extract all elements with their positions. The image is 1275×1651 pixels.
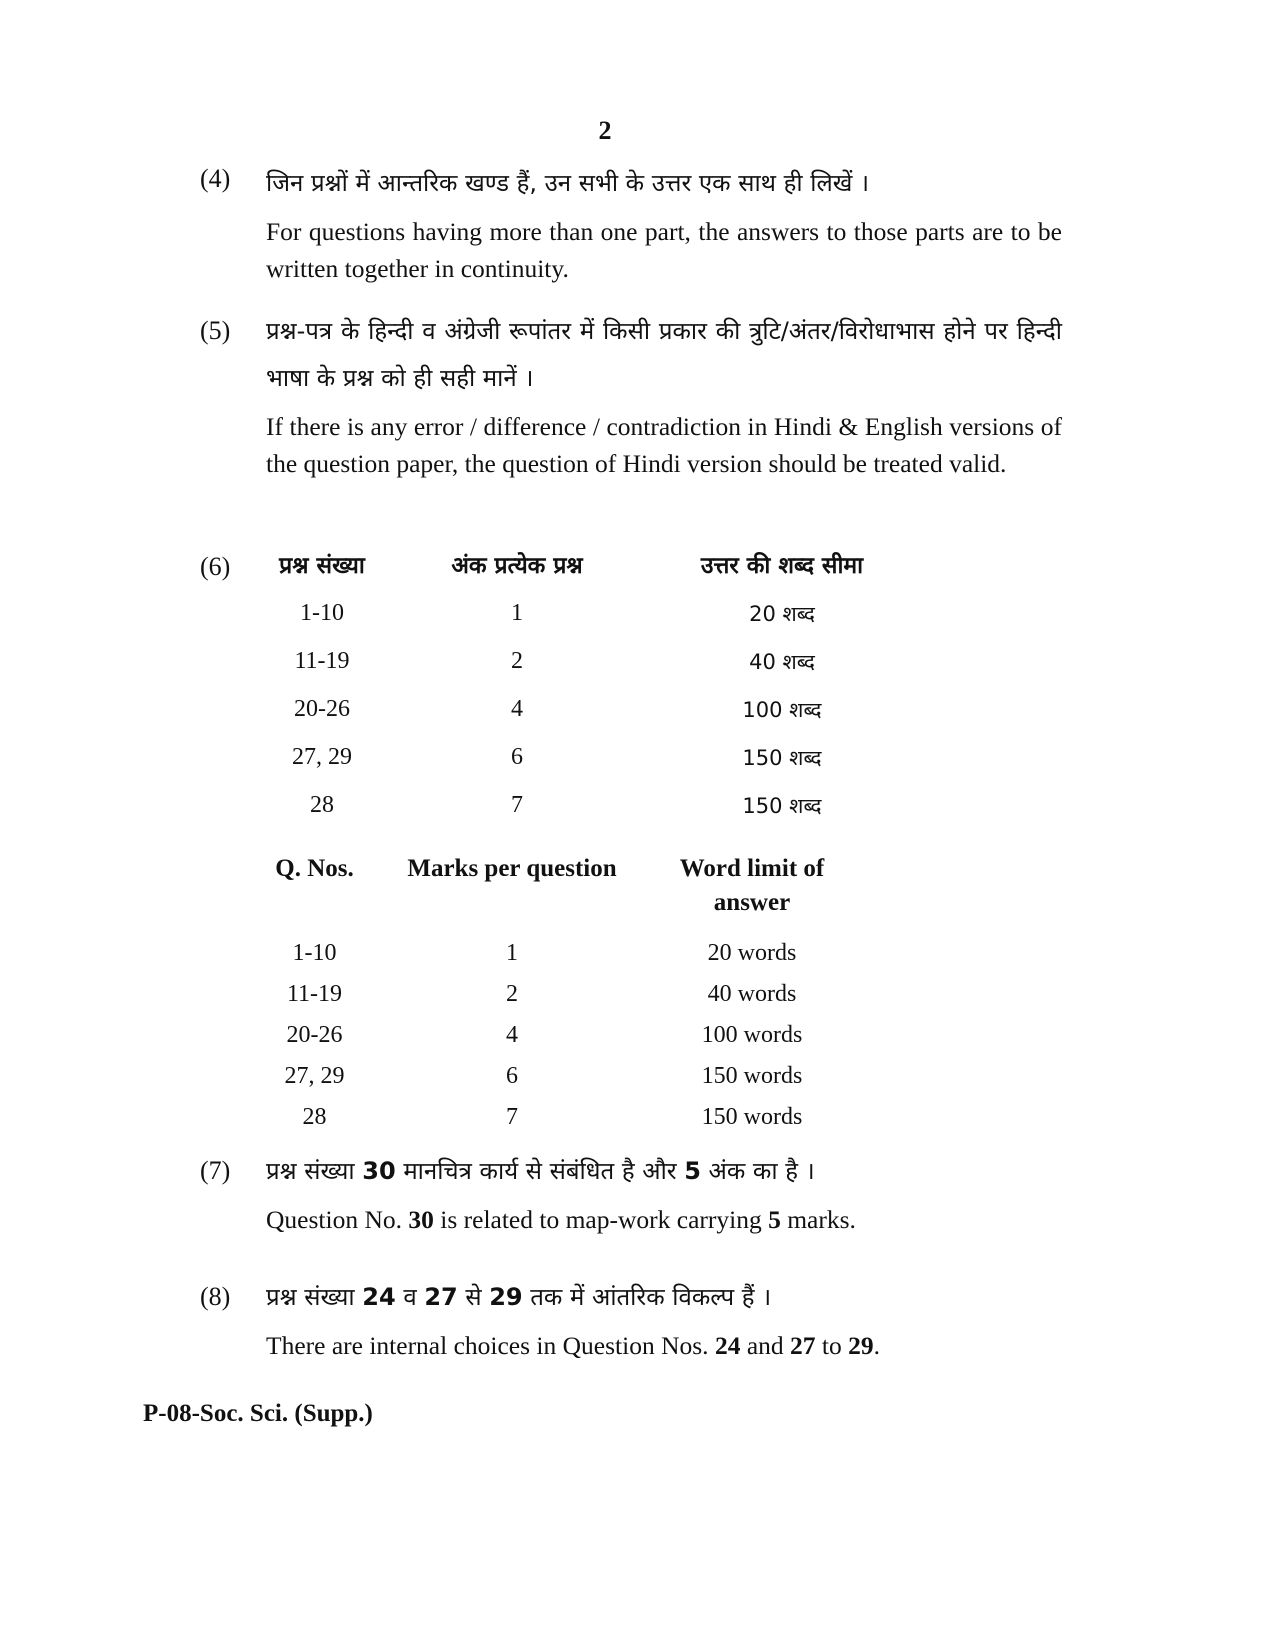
cell-word-limit: 150 words — [701, 1063, 803, 1089]
instruction-8 — [200, 1274, 1060, 1364]
header-marks: अंक प्रत्येक प्रश्न — [451, 553, 583, 579]
cell-word-limit: 20 words — [707, 940, 797, 966]
english-marks-table — [262, 852, 847, 1145]
cell-qnos: 28 — [310, 792, 334, 818]
cell-word-limit: 20 शब्द — [749, 602, 815, 626]
cell-word-limit: 40 शब्द — [749, 650, 815, 674]
instruction-hindi: प्रश्न संख्या 30 मानचित्र कार्य से संबंधित है और 5 अंक का है । — [266, 1157, 815, 1185]
cell-qnos: 28 — [302, 1104, 327, 1130]
table-row — [262, 600, 912, 648]
cell-qnos: 27, 29 — [292, 744, 352, 770]
cell-word-limit: 100 शब्द — [742, 698, 822, 722]
cell-qnos: 27, 29 — [284, 1063, 345, 1089]
table-row — [262, 696, 912, 744]
cell-word-limit: 150 शब्द — [742, 746, 822, 770]
cell-marks: 1 — [511, 600, 523, 626]
cell-marks: 7 — [506, 1104, 518, 1130]
cell-marks: 6 — [506, 1063, 518, 1089]
cell-word-limit: 150 words — [701, 1104, 803, 1130]
cell-word-limit: 40 words — [707, 981, 797, 1007]
instruction-number: (6) — [200, 552, 231, 581]
cell-marks: 7 — [511, 792, 523, 818]
table-row — [262, 648, 912, 696]
header-word-limit: उत्तर की शब्द सीमा — [700, 553, 864, 579]
instruction-hindi: प्रश्न-पत्र के हिन्दी व अंग्रेजी रूपांतर में किसी प्रकार की त्रुटि/अंतर/विरोधाभास होने पर हिन्दी भाषा के प्रश्न को ही सही मानें । — [266, 317, 1062, 392]
instruction-7 — [200, 1148, 1060, 1238]
instruction-english: For questions having more than one part, the answers to those parts are to be written together in continuity. — [266, 217, 1062, 283]
instruction-english: Question No. 30 is related to map-work carrying 5 marks. — [266, 1205, 856, 1234]
cell-marks: 4 — [511, 696, 523, 722]
table-row — [262, 1104, 847, 1145]
page-number: 2 — [598, 116, 612, 145]
instruction-english: There are internal choices in Question Nos. 24 and 27 to 29. — [266, 1331, 880, 1360]
instruction-number: (4) — [200, 164, 231, 193]
instruction-4 — [200, 160, 1060, 287]
hindi-marks-table — [262, 548, 912, 840]
paper-code-footer: P-08-Soc. Sci. (Supp.) — [143, 1400, 373, 1427]
instruction-english: If there is any error / difference / contradiction in Hindi & English versions of the question paper, the question of Hindi version should be treated valid. — [266, 412, 1062, 478]
cell-marks: 6 — [511, 744, 523, 770]
table-row — [262, 792, 912, 840]
table-header-row — [262, 548, 912, 600]
table-row — [262, 1022, 847, 1063]
cell-word-limit: 150 शब्द — [742, 794, 822, 818]
header-qnos: Q. Nos. — [275, 855, 354, 882]
instruction-number: (7) — [200, 1156, 231, 1185]
instruction-5 — [200, 308, 1060, 482]
header-marks: Marks per question — [407, 855, 617, 882]
cell-qnos: 1-10 — [300, 600, 344, 626]
cell-qnos: 11-19 — [286, 981, 343, 1007]
table-header-row — [262, 852, 847, 940]
table-row — [262, 981, 847, 1022]
cell-qnos: 20-26 — [286, 1022, 343, 1048]
cell-qnos: 11-19 — [294, 648, 350, 674]
cell-word-limit: 100 words — [701, 1022, 803, 1048]
instruction-hindi: जिन प्रश्नों में आन्तरिक खण्ड हैं, उन सभी के उत्तर एक साथ ही लिखें । — [266, 169, 870, 197]
instruction-number: (5) — [200, 316, 231, 345]
table-row — [262, 940, 847, 981]
cell-qnos: 1-10 — [292, 940, 337, 966]
table-row — [262, 1063, 847, 1104]
cell-marks: 2 — [506, 981, 518, 1007]
header-qnos: प्रश्न संख्या — [279, 553, 365, 579]
instruction-number: (8) — [200, 1282, 231, 1311]
table-row — [262, 744, 912, 792]
cell-marks: 2 — [511, 648, 523, 674]
header-word-limit: Word limit of answer — [679, 855, 825, 916]
cell-marks: 1 — [506, 940, 518, 966]
cell-marks: 4 — [506, 1022, 518, 1048]
instruction-hindi: प्रश्न संख्या 24 व 27 से 29 तक में आंतरिक विकल्प हैं । — [266, 1283, 772, 1311]
cell-qnos: 20-26 — [294, 696, 350, 722]
